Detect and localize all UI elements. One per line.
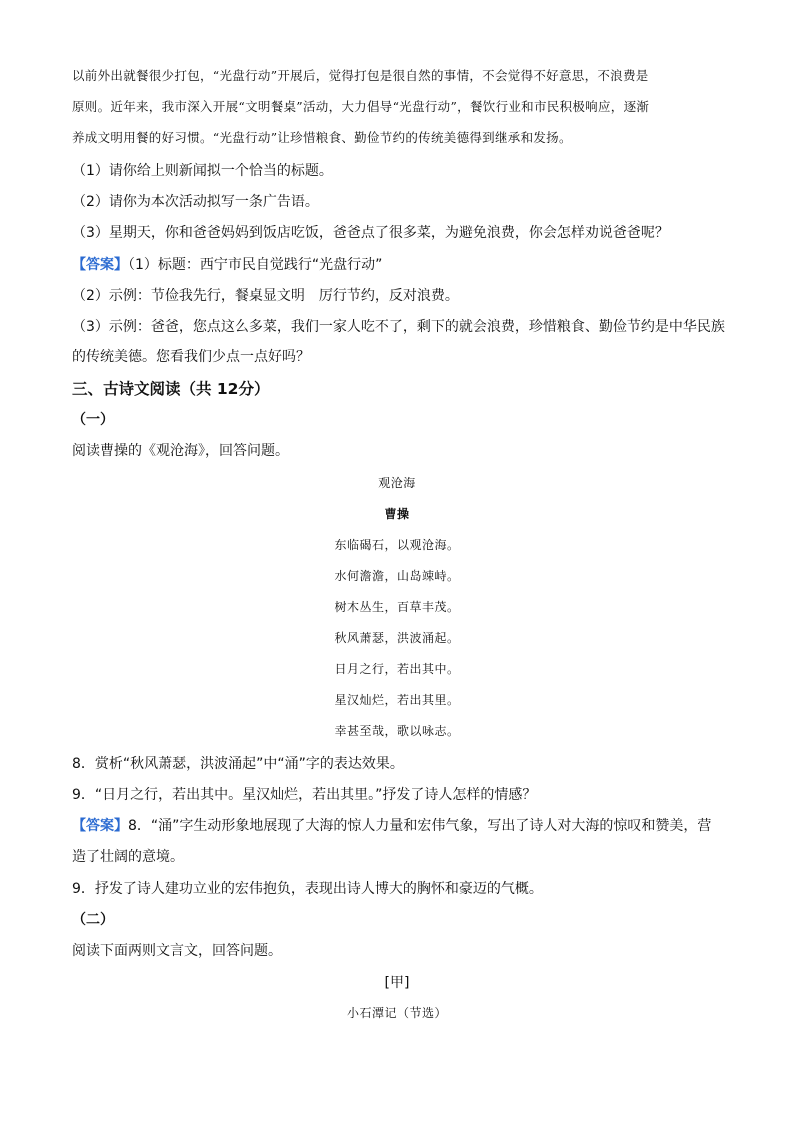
answer-tag: 【答案】 bbox=[72, 257, 128, 273]
answer-tag: 【答案】 bbox=[72, 818, 128, 834]
answer-3-line-1: （3）示例：爸爸，您点这么多菜，我们一家人吃不了，剩下的就会浪费，珍惜粮食、勤俭节约是中华民族 bbox=[72, 319, 725, 335]
part-1-label: （一） bbox=[72, 412, 114, 428]
poem-line: 幸甚至哉，歌以咏志。 bbox=[334, 724, 460, 738]
part-2-label: （二） bbox=[72, 912, 114, 928]
text-a-label: [甲] bbox=[384, 975, 410, 991]
answer-block-b bbox=[72, 816, 722, 836]
part-1-intro: 阅读曹操的《观沧海》，回答问题。 bbox=[72, 443, 289, 459]
passage-line-1: 以前外出就餐很少打包，“光盘行动”开展后，觉得打包是很自然的事情，不会觉得不好意思，不浪费是 bbox=[72, 68, 649, 83]
poem-line: 树木丛生，百草丰茂。 bbox=[334, 600, 460, 614]
poem-title: 观沧海 bbox=[378, 476, 416, 490]
answer-block-a bbox=[72, 255, 722, 275]
question-1: （1）请你给上则新闻拟一个恰当的标题。 bbox=[72, 163, 333, 179]
answer-1: （1）标题：西宁市民自觉践行“光盘行动” bbox=[128, 257, 383, 273]
poem-author: 曹操 bbox=[384, 507, 410, 521]
passage-line-2: 原则。近年来，我市深入开展“文明餐桌”活动，大力倡导“光盘行动”，餐饮行业和市民积极响应，逐渐 bbox=[72, 99, 650, 114]
poem-line: 水何澹澹，山岛竦峙。 bbox=[334, 569, 460, 583]
answer-8-line-1: 8．“涌”字生动形象地展现了大海的惊人力量和宏伟气象，写出了诗人对大海的惊叹和赞美，营 bbox=[128, 818, 712, 834]
question-9: 9．“日月之行，若出其中。星汉灿烂，若出其里。”抒发了诗人怎样的情感？ bbox=[72, 787, 537, 803]
text-a-title: 小石潭记（节选） bbox=[346, 1006, 447, 1020]
section-heading: 三、古诗文阅读（共 12分） bbox=[72, 380, 270, 398]
question-2: （2）请你为本次活动拟写一条广告语。 bbox=[72, 194, 319, 210]
poem-line: 日月之行，若出其中。 bbox=[334, 662, 460, 676]
answer-9: 9．抒发了诗人建功立业的宏伟抱负，表现出诗人博大的胸怀和豪迈的气概。 bbox=[72, 881, 543, 897]
poem-line: 秋风萧瑟，洪波涌起。 bbox=[334, 631, 460, 645]
part-2-intro: 阅读下面两则文言文，回答问题。 bbox=[72, 943, 282, 959]
passage-line-3: 养成文明用餐的好习惯。“光盘行动”让珍惜粮食、勤俭节约的传统美德得到继承和发扬。 bbox=[72, 130, 572, 145]
answer-2: （2）示例：节俭我先行，餐桌显文明 厉行节约，反对浪费。 bbox=[72, 288, 459, 304]
question-3: （3）星期天，你和爸爸妈妈到饭店吃饭，爸爸点了很多菜，为避免浪费，你会怎样劝说爸爸呢？ bbox=[72, 225, 669, 241]
answer-8-line-2: 造了壮阔的意境。 bbox=[72, 849, 184, 865]
poem-line: 东临碣石，以观沧海。 bbox=[334, 538, 460, 552]
question-8: 8．赏析“秋风萧瑟，洪波涌起”中“涌”字的表达效果。 bbox=[72, 756, 404, 772]
answer-3-line-2: 的传统美德。您看我们少点一点好吗？ bbox=[72, 349, 310, 365]
poem-line: 星汉灿烂，若出其里。 bbox=[334, 693, 460, 707]
